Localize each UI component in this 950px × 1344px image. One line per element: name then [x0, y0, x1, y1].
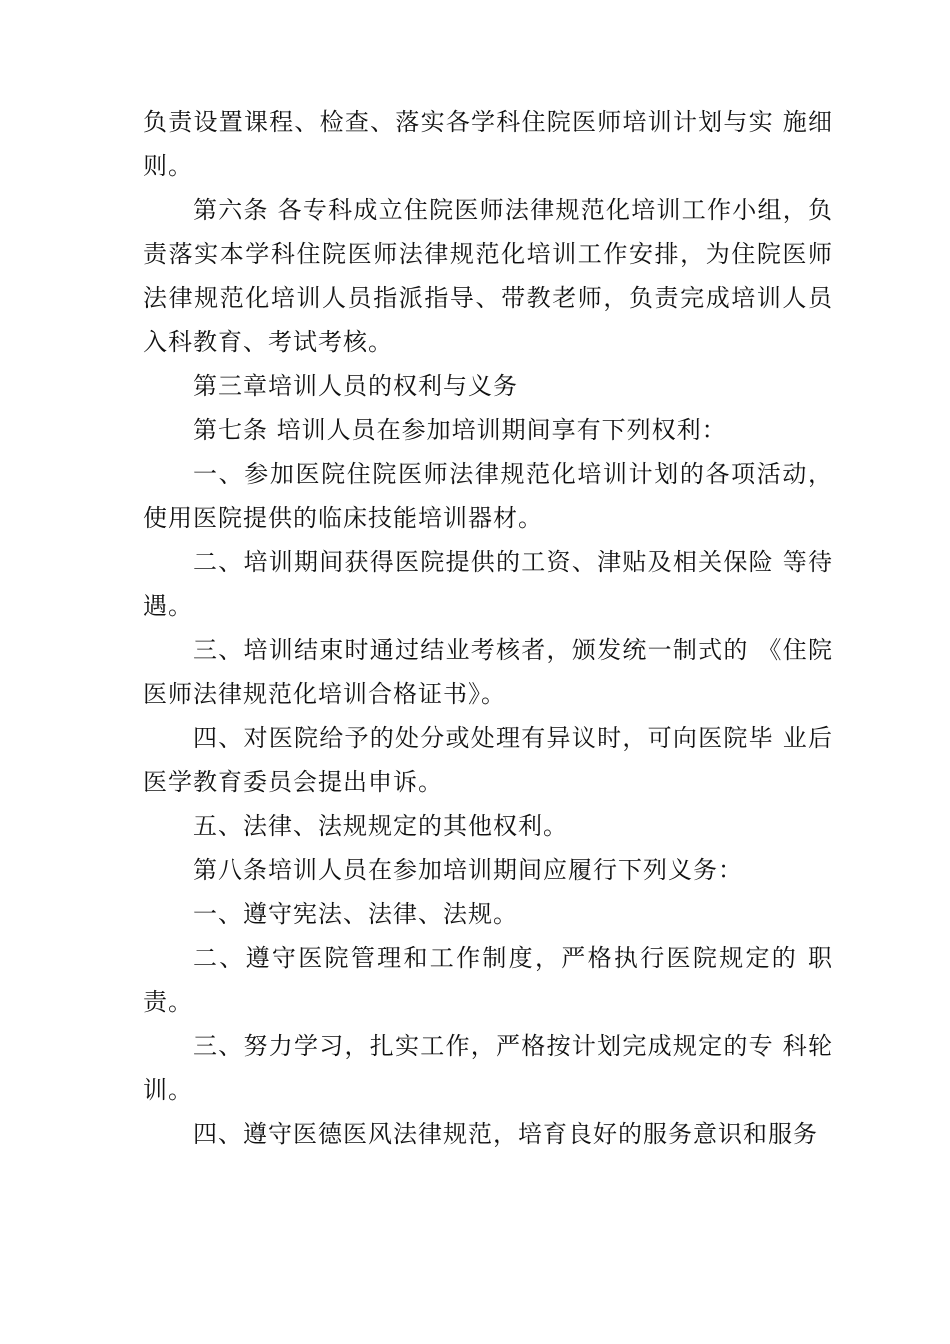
chapter-heading: 第三章培训人员的权利与义务	[193, 372, 518, 400]
paragraph: 一、遵守宪法、法律、法规。	[193, 900, 518, 928]
paragraph: 四、遵守医德医风法律规范，培育良好的服务意识和服务	[193, 1120, 818, 1148]
paragraph: 负责设置课程、检查、落实各学科住院医师培训计划与实 施细则。	[143, 108, 833, 180]
paragraph: 三、努力学习，扎实工作，严格按计划完成规定的专 科轮训。	[143, 1032, 833, 1104]
paragraph: 二、培训期间获得医院提供的工资、津贴及相关保险 等待遇。	[143, 548, 833, 620]
paragraph: 四、对医院给予的处分或处理有异议时，可向医院毕 业后医学教育委员会提出申诉。	[143, 724, 833, 796]
paragraph: 一、参加医院住院医师法律规范化培训计划的各项活动，使用医院提供的临床技能培训器材。	[143, 460, 833, 532]
paragraph: 二、遵守医院管理和工作制度，严格执行医院规定的 职责。	[143, 944, 833, 1016]
paragraph: 第六条 各专科成立住院医师法律规范化培训工作小组，负责落实本学科住院医师法律规范化培训工作安排，为住院医师法律规范化培训人员指派指导、带教老师，负责完成培训人员入科教育、考试考核。	[143, 196, 833, 356]
paragraph: 三、培训结束时通过结业考核者，颁发统一制式的 《住院医师法律规范化培训合格证书》。	[143, 636, 833, 708]
document-body	[143, 100, 833, 1156]
paragraph: 第七条 培训人员在参加培训期间享有下列权利：	[193, 416, 727, 444]
paragraph: 五、法律、法规规定的其他权利。	[193, 812, 568, 840]
paragraph: 第八条培训人员在参加培训期间应履行下列义务：	[193, 856, 743, 884]
